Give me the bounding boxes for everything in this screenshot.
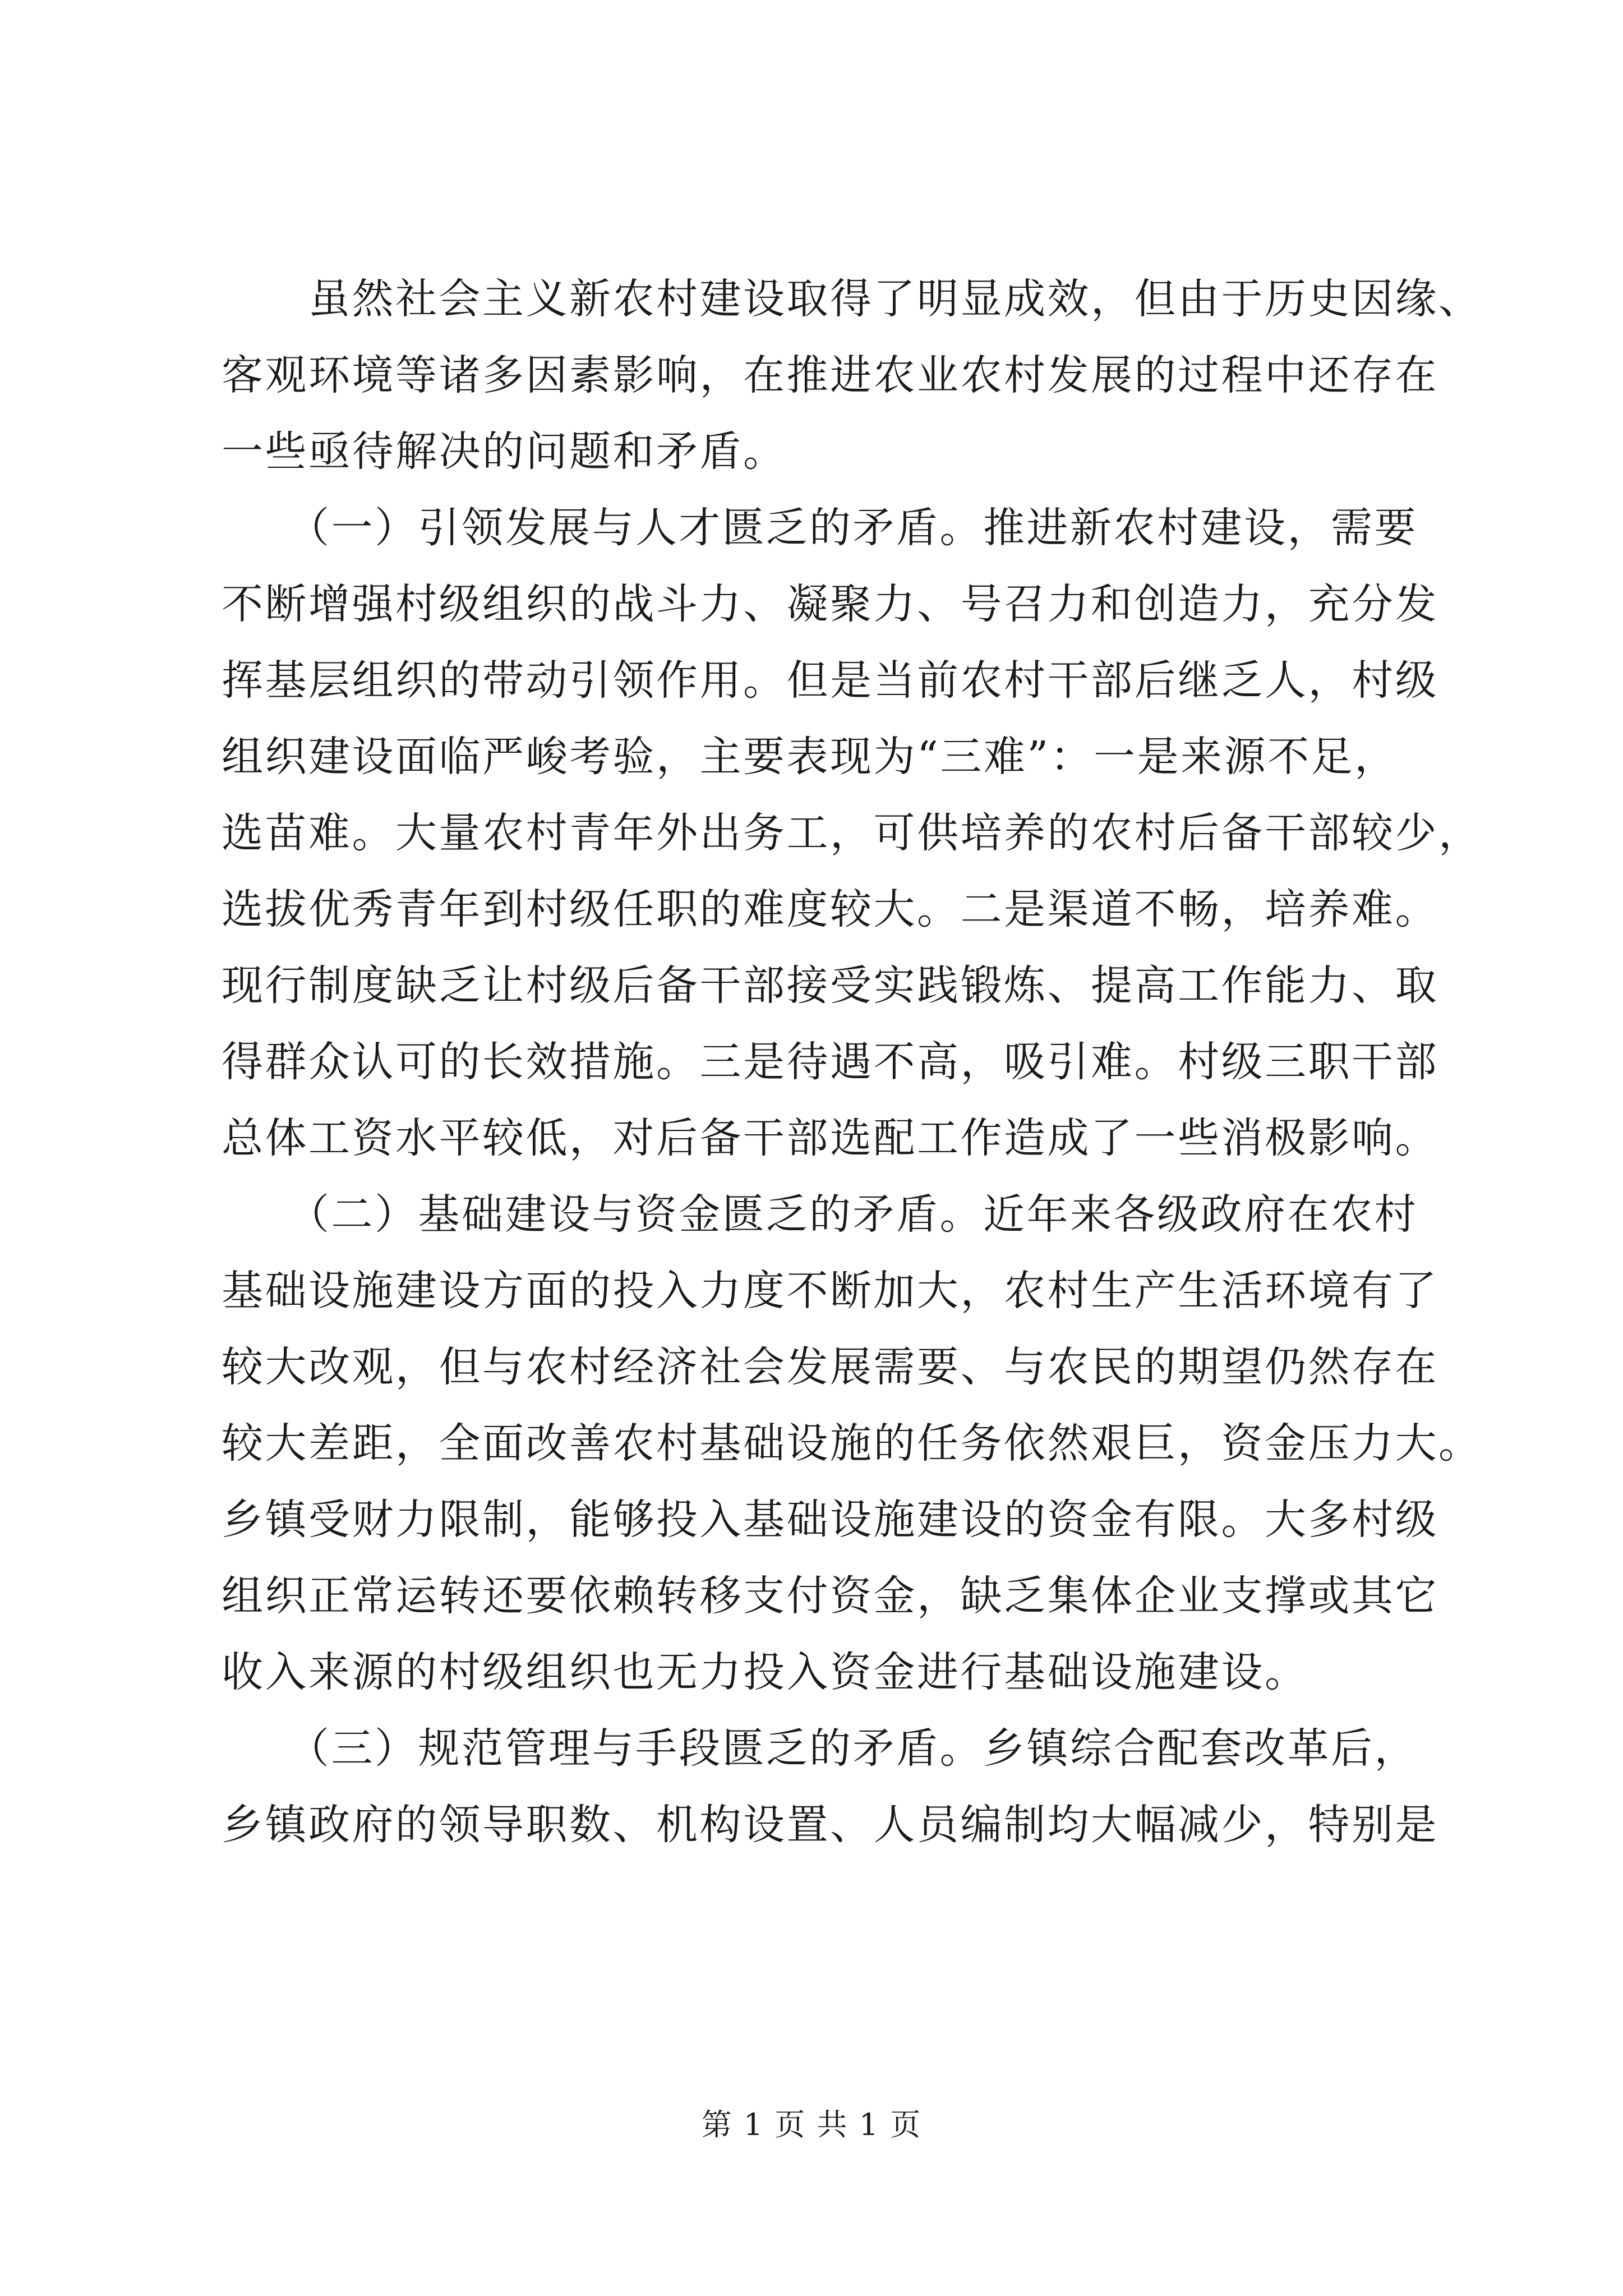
text-line: （二）基础建设与资金匮乏的矛盾。近年来各级政府在农村 [222, 1190, 1418, 1239]
text-line: 收入来源的村级组织也无力投入资金进行基础设施建设。 [222, 1648, 1308, 1696]
text-line: （一）引领发展与人才匮乏的矛盾。推进新农村建设，需要 [222, 504, 1418, 552]
text-line: （三）规范管理与手段匮乏的矛盾。乡镇综合配套改革后， [222, 1724, 1418, 1773]
text-line: 总体工资水平较低，对后备干部选配工作造成了一些消极影响。 [222, 1114, 1438, 1162]
text-line: 客观环境等诸多因素影响，在推进农业农村发展的过程中还存在 [222, 351, 1438, 399]
text-line: 组织建设面临严峻考验，主要表现为“三难”：一是来源不足， [222, 733, 1398, 781]
text-line: 乡镇受财力限制，能够投入基础设施建设的资金有限。大多村级 [222, 1496, 1438, 1544]
text-line: 不断增强村级组织的战斗力、凝聚力、号召力和创造力，充分发 [222, 580, 1438, 628]
text-line: 虽然社会主义新农村建设取得了明显成效，但由于历史因缘、 [222, 275, 1482, 323]
text-line: 现行制度缺乏让村级后备干部接受实践锻炼、提高工作能力、取 [222, 961, 1438, 1010]
text-line: 得群众认可的长效措施。三是待遇不高，吸引难。村级三职干部 [222, 1038, 1438, 1086]
text-line: 挥基层组织的带动引领作用。但是当前农村干部后继乏人，村级 [222, 656, 1438, 705]
text-line: 组织正常运转还要依赖转移支付资金，缺乏集体企业支撑或其它 [222, 1572, 1438, 1620]
text-line: 乡镇政府的领导职数、机构设置、人员编制均大幅减少，特别是 [222, 1801, 1438, 1849]
text-line: 一些亟待解决的问题和矛盾。 [222, 427, 787, 476]
body-text [222, 261, 1482, 1863]
text-line: 较大差距，全面改善农村基础设施的任务依然艰巨，资金压力大。 [222, 1419, 1482, 1467]
page-footer: 第 1 页 共 1 页 [701, 2107, 922, 2142]
text-line: 选苗难。大量农村青年外出务工，可供培养的农村后备干部较少， [222, 809, 1482, 857]
text-line: 较大改观，但与农村经济社会发展需要、与农民的期望仍然存在 [222, 1343, 1438, 1391]
text-line: 基础设施建设方面的投入力度不断加大，农村生产生活环境有了 [222, 1267, 1438, 1315]
text-line: 选拔优秀青年到村级任职的难度较大。二是渠道不畅，培养难。 [222, 885, 1438, 933]
